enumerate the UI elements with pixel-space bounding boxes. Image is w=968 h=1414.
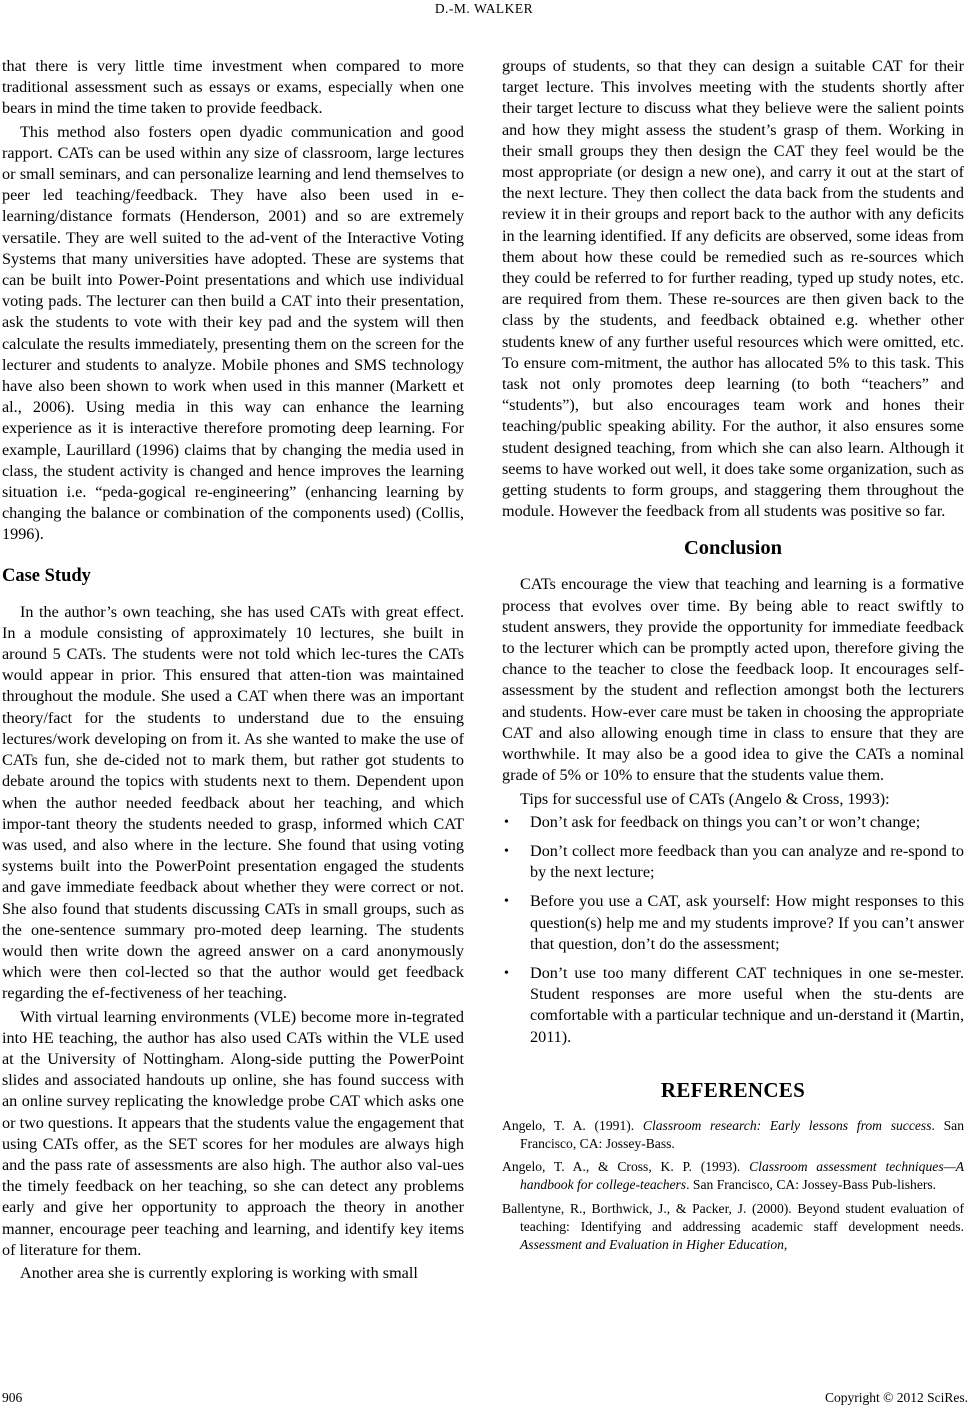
bullet-icon: • (504, 814, 509, 830)
list-item-text: Before you use a CAT, ask yourself: How might responses to this question(s) help me and my students improve? If you can’t answer that question, don’t do the assessment; (530, 892, 964, 953)
copyright-notice: Copyright © 2012 SciRes. (824, 1390, 968, 1405)
body-paragraph: CATs encourage the view that teaching and learning is a formative process that evolves over time. By being able to react swiftly to student answers, they provide the opportunity for immediate feedback to the lecturer which can be promptly acted upon, therefore giving the chance to the teacher to close the feedback loop. It encourages self-assessment by the student and reflection amongst both the lecturers and students. How-ever care must be taken in choosing the appropriate CAT and also allowing enough time in class to ensure that they are worthwhile. It may also be a good idea to give the CATs a nominal grade of 5% or 10% to ensure that the students value them. (502, 575, 964, 785)
body-paragraph: In the author’s own teaching, she has used CATs with great effect. In a module consisting of approximately 10 lectures, she built in around 5 CATs. The students were not told which lec-tures the CATs would appear in prior. This ensured that atten-tion was maintained throughout the module. She used a CAT when there was an important theory/fact for the students to understand due to the ensuing lectures/work developing on from it. As she wanted to make the use of CATs fun, she de-cided not to mark them, but rather got students to debate around the topics with students next to them. Dependent upon when the author needed feedback about her teaching, and which impor-tant theory the students needed to grasp, informed which CAT was used, and also where in the lecture. She found that using voting systems built into the PowerPoint presentation engaged the students and gave immediate feedback about whether they were correct or not. She also found that students discussing CATs in small groups, such as the one-sentence summary pro-moted deep learning. The students would then write down the agreed answer on a card anonymously which were then col-lected so that the author would get feedback regarding the ef-fectiveness of her teaching. (2, 602, 464, 1003)
list-item (502, 812, 964, 833)
page-number: 906 (2, 1390, 23, 1405)
section-heading-conclusion: Conclusion (684, 537, 782, 560)
body-paragraph: Another area she is currently exploring is working with small (20, 1263, 418, 1282)
reference-entry (502, 1158, 964, 1194)
reference-publisher: . San Francisco, CA: Jossey-Bass Pub-lishers. (686, 1177, 937, 1193)
references-heading: REFERENCES (660, 1077, 806, 1102)
reference-authors: Ballentyne, R., Borthwick, J., & Packer, J. (2000). Beyond student evaluation of teaching: Identifying and addressing academic staff development needs. (502, 1200, 964, 1234)
tips-list (502, 812, 964, 1048)
left-column (2, 56, 464, 1286)
reference-entry (502, 1200, 964, 1255)
list-item-text: Don’t ask for feedback on things you can’t or won’t change; (530, 812, 921, 831)
body-paragraph: With virtual learning environments (VLE) become more in-tegrated into HE teaching, the author has also used CATs within the VLE used at the University of Nottingham. Along-side putting the PowerPoint slides and associated handouts up online, she has found success with an online survey replicating the knowledge probe CAT which asks one or two questions. It appears that the students value the engagement that using CATs offer, as the SET scores for her modules are always high and the pass rate of assessments are also high. The author also val-ues the timely feedback on her teaching, so she can detect any problems early and give her opportunity to approach the theory in another manner, encourage peer teaching and learning, and identify key items of literature for them. (2, 1007, 464, 1259)
reference-entry (502, 1117, 964, 1153)
reference-authors: Angelo, T. A. (1991). (502, 1117, 643, 1133)
list-item-text: Don’t collect more feedback than you can analyze and re-spond to by the next lecture; (530, 841, 964, 882)
reference-authors: Angelo, T. A., & Cross, K. P. (1993). (502, 1159, 750, 1175)
running-head: D.-M. WALKER (434, 1, 534, 16)
reference-title: Classroom research: Early lessons from success (642, 1117, 932, 1133)
reference-title: Classroom assessment techniques—A handbook for college-teachers (520, 1159, 964, 1193)
list-item (502, 963, 964, 1048)
list-item (502, 841, 964, 883)
body-paragraph: that there is very little time investment when compared to more traditional assessment such as essays or exams, especially when one bears in mind the time taken to provide feedback. (2, 57, 464, 118)
list-item (502, 891, 964, 955)
reference-title: Assessment and Evaluation in Higher Education, (520, 1236, 788, 1252)
body-paragraph: groups of students, so that they can design a suitable CAT for their target lecture. This involves meeting with the students shortly after their target lecture to discuss what they believe were the salient points and how they might assess the student’s grasp of them. Working in their small groups they then design the CAT they feel would be the most appropriate (or design a new one), and carry it out at the start of the next lecture. They then collect the data back from the students and review it in their groups and report back to the author with any deficits in the learning identified. If any deficits are observed, some ideas from them about how these could be remedied such as re-sources which they could be referred to for further reading, typed up study notes, etc. are required from them. These re-sources are then given back to the class by the students, and feedback obtained e.g. whether other students knew of any further useful resources which were omitted, etc. To ensure com-mitment, the author has allocated 5% to this task. This task not only promotes deep learning (to both “teachers” and “students”), but also encourages team work and hones their teaching/public speaking ability. For the author, it also ensures some student designed teaching, from which she can also learn. Although it seems to have worked out well, it does take some organization, such as getting students to form groups, and staggering them throughout the module. However the feedback from all students was positive so far. (502, 57, 964, 521)
tips-intro: Tips for successful use of CATs (Angelo & Cross, 1993): (520, 789, 890, 808)
reference-publisher: . San Francisco, CA: Jossey-Bass. (520, 1117, 965, 1151)
list-item-text: Don’t use too many different CAT techniques in one se-mester. Student responses are more useful when the stu-dents are comfortable with a particular technique and un-derstand it (Martin, 2011). (530, 963, 964, 1046)
bullet-icon: • (504, 965, 509, 981)
body-paragraph: This method also fosters open dyadic communication and good rapport. CATs can be used within any size of classroom, large lectures or small seminars, and can personalize learning and lend themselves to peer led teaching/feedback. They have also been used in e-learning/distance formats (Henderson, 2001) and so are extremely versatile. They are well suited to the ad-vent of the Interactive Voting Systems that many universities have adopted. These are systems that can be built into Power-Point presentations and which use individual voting pads. The lecturer can then build a CAT into their presentation, ask the students to vote with their key pad and the system will then calculate the results immediately, presenting them on the screen for the lecturer and students to analyze. Mobile phones and SMS technology have also been shown to work when used in this manner (Markett et al., 2006). Using media in this way can enhance the learning experience as it is interactive therefore promoting deep learning. For example, Laurillard (1996) claims that by changing the media used in class, the student activity is changed and hence improves the learning situation i.e. “peda-gogical re-engineering” (enhancing learning by changing the balance or combination of the components used) (Collis, 1996). (2, 122, 464, 544)
section-heading-case-study: Case Study (2, 565, 91, 586)
bullet-icon: • (504, 843, 509, 859)
right-column (502, 56, 964, 1259)
bullet-icon: • (504, 894, 509, 910)
